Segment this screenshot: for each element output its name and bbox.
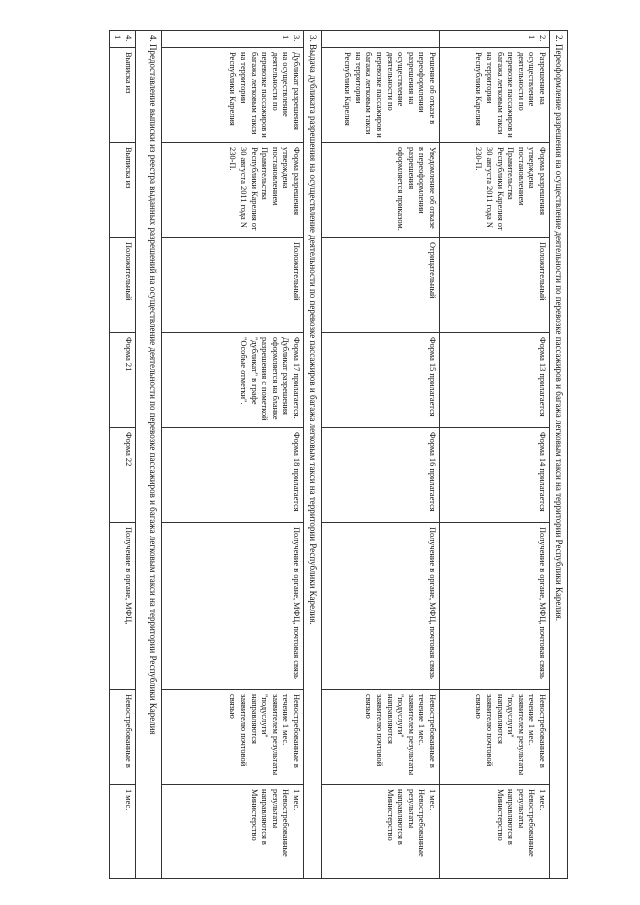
result-document-cell: Разрешение на осуществление деятельности по перевозке пассажиров и багажа легковым такси на территории Республики Карелия (440, 48, 550, 143)
row-number: 4.1 (109, 31, 135, 48)
table-row (322, 31, 440, 879)
receipt-method-cell: Получение в органе, МФЦ, почтовая связь (322, 523, 440, 690)
storage-term-mfc-cell: 1 мес. Невостребованные результаты направляются в Министерство (322, 785, 440, 879)
section-header-row (550, 31, 568, 879)
document-requirements-cell: Выписка из (109, 143, 135, 238)
document-sample-cell: Форма 18 прилагается (162, 428, 304, 523)
storage-term-mfc-cell: 1 мес. (109, 785, 135, 879)
table-row (440, 31, 550, 879)
result-document-cell: Дубликат разрешения на осуществление деятельности по перевозке пассажиров и багажа легковым такси на территории Республики Карелия (162, 48, 304, 143)
result-document-cell: Решение об отказе в переоформлении разрешения на осуществление деятельности по перевозке пассажиров и багажа легковым такси на территории Республики Карелия (322, 48, 440, 143)
document-sample-cell: Форма 22 (109, 428, 135, 523)
storage-term-organ-cell: Невостребованные в (109, 690, 135, 785)
section-header-row (304, 31, 322, 879)
table-row (109, 31, 135, 879)
row-number (322, 31, 440, 48)
row-number: 3.1 (162, 31, 304, 48)
document-requirements-cell: Форма разрешения утверждена постановлением Правительства Республики Карелия от 30 августа 2011 года N 230-П. (440, 143, 550, 238)
section-header-row (136, 31, 162, 879)
document-sample-cell: Форма 16 прилагается (322, 428, 440, 523)
result-type-cell: Положительный (109, 238, 135, 333)
storage-term-organ-cell: Невостребованные в течение 1 мес. заявителем результаты "подуслуги" направляются заявителю почтовой связью (440, 690, 550, 785)
table-row (162, 31, 304, 879)
receipt-method-cell: Получение в органе, МФЦ, (109, 523, 135, 690)
row-number: 2.1 (440, 31, 550, 48)
document-form-cell: Форма 13 прилагается (440, 333, 550, 428)
result-type-cell: Положительный (440, 238, 550, 333)
section-title: 3. Выдача дубликата разрешения на осуществление деятельности по перевозке пассажиров и багажа легковым такси на территории Республики Карелия. (304, 31, 322, 879)
storage-term-organ-cell: Невостребованные в течение 1 мес. заявителем результаты "подуслуги" направляются заявителю почтовой связью (162, 690, 304, 785)
document-form-cell: Форма 15 прилагается (322, 333, 440, 428)
storage-term-mfc-cell: 1 мес. Невостребованные результаты направляются в Министерство (162, 785, 304, 879)
document-requirements-cell: Уведомление об отказе в переоформлении разрешения оформляется приказом. (322, 143, 440, 238)
result-type-cell: Отрицательный (322, 238, 440, 333)
document-form-cell: Форма 21 (109, 333, 135, 428)
receipt-method-cell: Получение в органе, МФЦ, почтовая связь (440, 523, 550, 690)
document-requirements-cell: Форма разрешения утверждена постановлением Правительства Республики Карелия от 30 августа 2011 года N 230-П. (162, 143, 304, 238)
storage-term-organ-cell: Невостребованные в течение 1 мес. заявителем результаты "подуслуги" направляются заявителю почтовой связью (322, 690, 440, 785)
receipt-method-cell: Получение в органе, МФЦ, почтовая связь (162, 523, 304, 690)
storage-term-mfc-cell: 1 мес. Невостребованные результаты направляются в Министерство (440, 785, 550, 879)
document-sample-cell: Форма 14 прилагается (440, 428, 550, 523)
document-form-cell: Форма 17 прилагается. Дубликат разрешения оформляется на бланке разрешения с пометкой "дубликат" в графе "Особые отметки". (162, 333, 304, 428)
section-title: 4. Предоставление выписки из реестра выданных разрешений на осуществление деятельности по перевозке пассажиров и багажа легковым такси на территории Республики Карелия (136, 31, 162, 879)
results-table (109, 30, 568, 879)
result-document-cell: Выписка из (109, 48, 135, 143)
result-type-cell: Положительный (162, 238, 304, 333)
section-title: 2. Переоформление разрешения на осуществление деятельности по перевозке пассажиров и багажа легковым такси на территории Республики Карелия. (550, 31, 568, 879)
